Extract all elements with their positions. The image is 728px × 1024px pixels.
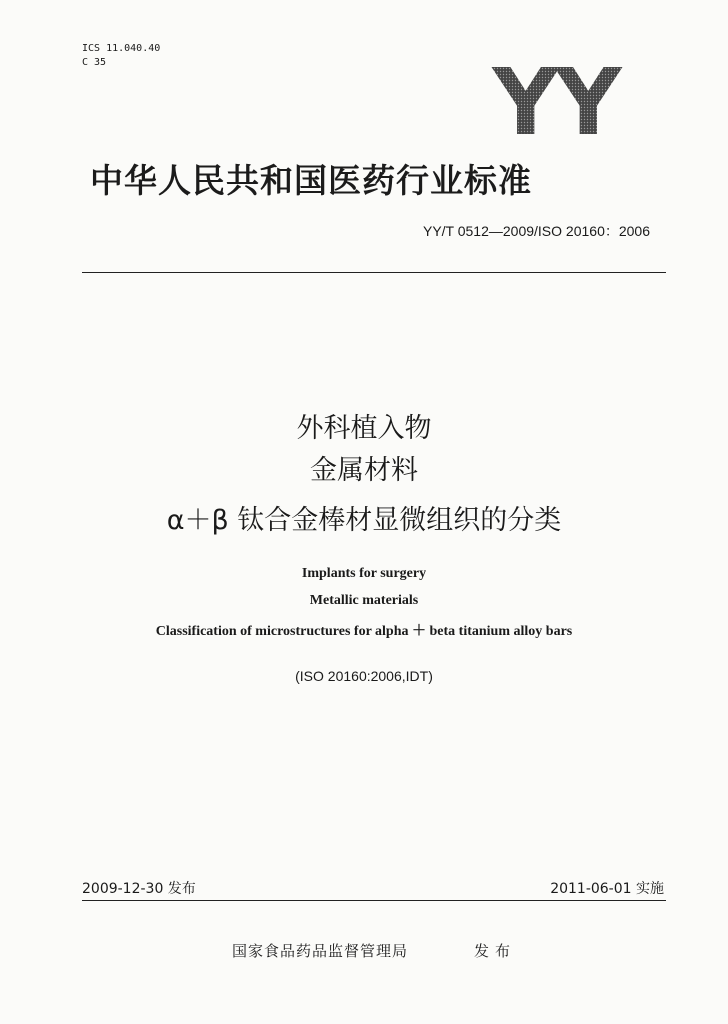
footer-rule <box>82 900 666 901</box>
logo-letters: YY <box>492 58 618 140</box>
title-en-line3: Classification of microstructures for alpha ＋ beta titanium alloy bars <box>155 624 573 639</box>
publish-date: 2009-12-30 发布 <box>82 881 196 897</box>
title-en-line1: Implants for surgery <box>301 566 427 581</box>
title-en-line2: Metallic materials <box>309 593 419 608</box>
header-rule <box>82 272 666 273</box>
classification-codes <box>82 42 160 70</box>
adoption-note: (ISO 20160:2006,IDT) <box>295 668 433 684</box>
ics-code: ICS 11.040.40 <box>82 43 161 54</box>
organization-title: 中华人民共和国医药行业标准 <box>90 161 532 200</box>
implement-date: 2011-06-01 实施 <box>550 881 664 897</box>
yy-logo <box>484 58 626 140</box>
title-cn-line3: α＋β 钛合金棒材显微组织的分类 <box>166 505 562 536</box>
issuing-authority: 国家食品药品监督管理局 <box>232 942 409 960</box>
title-cn-line2: 金属材料 <box>310 455 418 486</box>
title-cn-line1: 外科植入物 <box>296 413 432 444</box>
ccs-code: C 35 <box>82 57 107 68</box>
standard-code: YY/T 0512—2009/ISO 20160：2006 <box>422 223 650 239</box>
issue-label: 发布 <box>474 942 517 960</box>
